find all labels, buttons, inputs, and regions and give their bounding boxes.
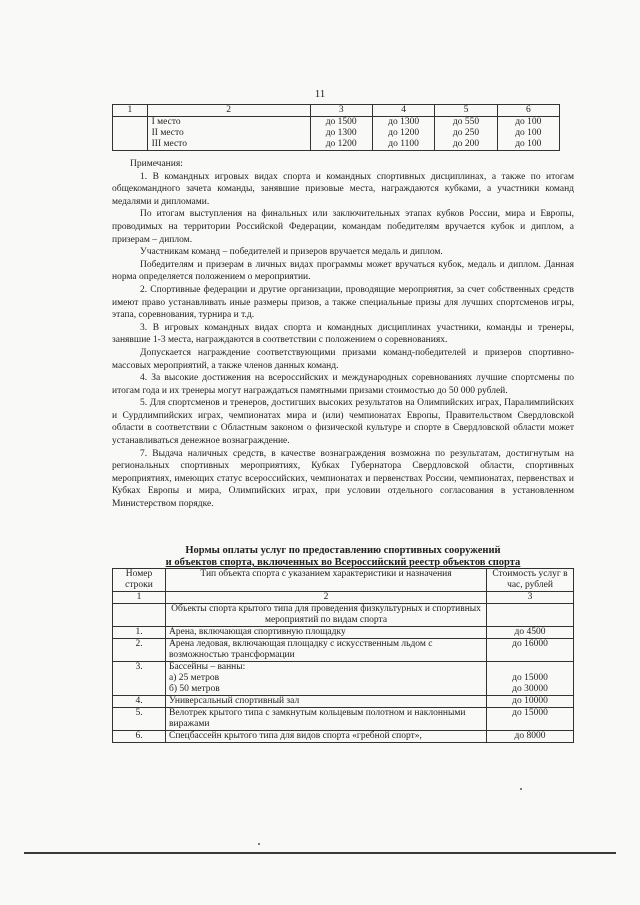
note-paragraph: 1. В командных игровых видах спорта и командных спортивных дисциплинах, а также по итогам общекомандного зачета команды, занявшие призовые места, награждаются кубками, а участники команд медалями и дипломами.: [112, 171, 574, 207]
place-label: III место: [151, 139, 187, 149]
row-number: 5.: [113, 708, 166, 731]
header-cell: 1: [113, 105, 148, 117]
page-number: 11: [314, 88, 326, 100]
scan-speck: [258, 843, 260, 845]
note-paragraph: 7. Выдача наличных средств, в качестве вознаграждения возможна по результатам, достигнутым на региональных спортивных мероприятиях, Кубках Губернатора Свердловской области, спортивных мероприятиях, имеющих статус всероссийских, чемпионатах и первенствах России, чемпионатах, первенствах и Кубках Европы и мира, Олимпийских играх, при условии отдельного согласования в установленном Министерством порядке.: [112, 448, 574, 510]
column-number: 1: [113, 592, 166, 604]
scan-speck: [520, 788, 522, 790]
row-price: до 4500: [487, 627, 574, 639]
note-paragraph: 5. Для спортсменов и тренеров, достигших высоких результатов на Олимпийских играх, Паралимпийских и Сурдлимпийских играх, чемпионатах мира и (или) чемпионатах Европы, Правительством Свердловской области в соответствии с Областным законом о физической культуре и спорте в Свердловской области может устанавливаться денежное вознаграждение.: [112, 398, 574, 447]
services-table: [112, 568, 574, 743]
amount: до 100: [515, 117, 542, 127]
note-paragraph: Допускается награждение соответствующими призами команд-победителей и призеров спортивно-массовых мероприятий, а также членов данных команд.: [112, 347, 574, 371]
amount: до 1500: [325, 117, 357, 127]
header-cell: 5: [435, 105, 497, 117]
table-row: [113, 696, 574, 708]
row-type: Универсальный спортивный зал: [166, 696, 487, 708]
header-cell: 6: [497, 105, 559, 117]
amount: до 1300: [388, 117, 420, 127]
amount: до 200: [452, 139, 480, 149]
amount-cell: [372, 117, 434, 151]
place-label: I место: [151, 117, 181, 127]
amount: до 1200: [325, 139, 357, 149]
places-cell: [147, 117, 310, 151]
row-price: до 8000: [487, 731, 574, 743]
row-type-line: Бассейны – ванны:: [169, 662, 246, 672]
row-type-line: а) 25 метров: [169, 673, 220, 683]
amount: до 1300: [325, 128, 357, 138]
table-header-row: [113, 105, 560, 117]
table-row: [113, 662, 574, 696]
column-number: 2: [166, 592, 487, 604]
header-cell: 4: [372, 105, 434, 117]
row-type: Арена ледовая, включающая площадку с искусственным льдом с возможностью трансформации: [166, 639, 487, 662]
header-cell: 2: [147, 105, 310, 117]
place-label: II место: [151, 128, 184, 138]
amount: до 1100: [388, 139, 419, 149]
row-type: [166, 662, 487, 696]
row-type: Велотрек крытого типа с замкнутым кольцевым полотном и наклонными виражами: [166, 708, 487, 731]
section-title-line: Нормы оплаты услуг по предоставлению спортивных сооружений: [185, 545, 501, 556]
column-number-row: [113, 592, 574, 604]
table-row: [113, 708, 574, 731]
row-type: Арена, включающая спортивную площадку: [166, 627, 487, 639]
note-paragraph: По итогам выступления на финальных или заключительных этапах кубков России, мира и Европы, проводимых на территории Российской Федерации, командам победителям вручается кубок и диплом, а призерам – диплом.: [112, 209, 574, 245]
table-header-row: [113, 569, 574, 592]
row-number: 3.: [113, 662, 166, 696]
row-type-line: б) 50 метров: [169, 684, 220, 694]
row-number: 4.: [113, 696, 166, 708]
header-price: Стоимость услуг в час, рублей: [487, 569, 574, 592]
table-row: [113, 639, 574, 662]
amount: до 100: [515, 139, 542, 149]
amount: до 100: [515, 128, 542, 138]
amount-cell: [435, 117, 497, 151]
row-number: [113, 604, 166, 627]
row-price: [487, 662, 574, 696]
section-title-underlined: и объектов спорта, включенных во Всероссийский реестр объектов спорта: [165, 557, 521, 568]
section-title: [112, 545, 574, 569]
notes-block: [112, 158, 574, 511]
amount: до 250: [452, 128, 480, 138]
row-number: 2.: [113, 639, 166, 662]
group-title: Объекты спорта крытого типа для проведения физкультурных и спортивных мероприятий по видам спорта: [166, 604, 487, 627]
group-row: [113, 604, 574, 627]
awards-table: [112, 104, 560, 151]
note-paragraph: 4. За высокие достижения на всероссийских и международных соревнованиях лучшие спортсмены по итогам года и их тренеры могут награждаться памятными призами стоимостью до 50 000 рублей.: [112, 373, 574, 396]
row-price: [487, 604, 574, 627]
note-paragraph: 2. Спортивные федерации и другие организации, проводящие мероприятия, за счет собственных средств имеют право устанавливать иные размеры призов, а также специальные призы для лучших спортсменов игры, этапа, соревнования, турнира и т.д.: [112, 284, 574, 321]
page-bottom-rule: [24, 852, 616, 854]
amount-cell: [310, 117, 372, 151]
price-value: до 15000: [512, 673, 548, 683]
column-number: 3: [487, 592, 574, 604]
row-price: до 16000: [487, 639, 574, 662]
row-number: 6.: [113, 731, 166, 743]
row-price: до 15000: [487, 708, 574, 731]
table-row: [113, 117, 560, 151]
amount-cell: [497, 117, 559, 151]
header-cell: 3: [310, 105, 372, 117]
table-row: [113, 731, 574, 743]
note-paragraph: 3. В игровых командных видах спорта и командных дисциплинах участники, команды и тренеры, занявшие 1-3 места, награждаются в соответствии с положением о соревнованиях.: [112, 322, 574, 346]
note-paragraph: Победителям и призерам в личных видах программы может вручаться кубок, медаль и диплом. Данная норма определяется положением о мероприятии.: [112, 259, 574, 283]
note-paragraph: Участникам команд – победителей и призеров вручается медаль и диплом.: [140, 247, 443, 258]
notes-title: Примечания:: [130, 159, 183, 169]
amount: до 550: [452, 117, 480, 127]
header-type: Тип объекта спорта с указанием характеристики и назначения: [166, 569, 487, 592]
empty-cell: [113, 117, 148, 151]
table-row: [113, 627, 574, 639]
row-price: до 10000: [487, 696, 574, 708]
price-value: до 30000: [512, 684, 548, 694]
header-number: Номер строки: [113, 569, 166, 592]
amount: до 1200: [388, 128, 420, 138]
row-number: 1.: [113, 627, 166, 639]
row-type: Спецбассейн крытого типа для видов спорта «гребной спорт»,: [166, 731, 487, 743]
